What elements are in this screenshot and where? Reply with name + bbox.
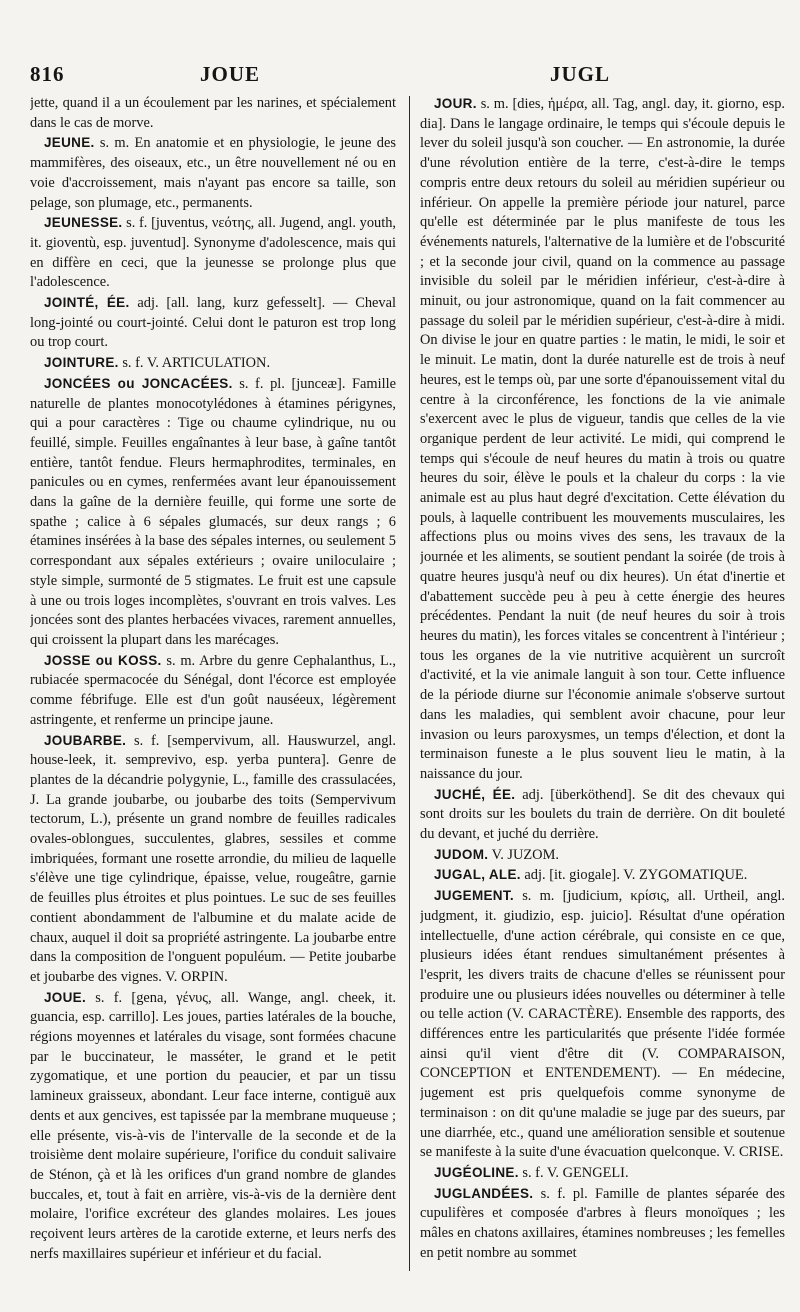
entry-headword: JEUNE.	[44, 135, 95, 151]
entry-headword: JUDOM.	[434, 846, 489, 862]
dictionary-entry	[30, 94, 396, 133]
entry-text: s. f. V. GENGELI.	[522, 1164, 629, 1181]
entry-headword: JONCÉES ou JONCACÉES.	[44, 375, 233, 391]
dictionary-entry	[420, 1163, 785, 1184]
dictionary-entry	[420, 845, 785, 866]
dictionary-entry	[30, 353, 396, 374]
dictionary-entry	[30, 731, 396, 988]
page-number: 816	[30, 62, 65, 86]
entry-headword: JUCHÉ, ÉE.	[434, 786, 516, 802]
entry-headword: JOUBARBE.	[44, 732, 127, 748]
entry-headword: JEUNESSE.	[44, 215, 123, 231]
dictionary-entry	[420, 865, 785, 886]
entry-text: s. f. pl. [junceæ]. Famille naturelle de plantes monocotylédones à étamines périgynes, qui a pour caractères : Tige ou chaume cylindrique, nu ou feuillé, simple. Feuilles engaînantes à leur base, à gaîne tantôt entière, tantôt fendue. Fleurs hermaphrodites, terminales, en panicules ou en cymes, renfermées avant leur épanouissement dans la gaîne de la dernière feuille, qui forme une sorte de spathe ; calice à 6 sépales glumacés, sur deux rangs ; 6 étamines insérées à la base des sépales internes, ou seulement 5 correspondant aux sépales extérieurs ; ovaire uniloculaire ; style simple, surmonté de 5 stigmates. Le fruit est une capsule à une ou trois loges incomplètes, s'ouvrant en trois valves. Les joncées sont des plantes herbacées vivaces, rarement annuelles, qui croissent la plupart dans les marécages.	[30, 375, 396, 648]
right-column	[420, 94, 785, 1274]
entry-text: s. m. [dies, ἡμέρα, all. Tag, angl. day, it. giorno, esp. dia]. Dans le langage ordinaire, le temps qui s'écoule depuis le lever du soleil jusqu'à son coucher. — En astronomie, la durée d'une révolution entière de la terre, c'est-à-dire le temps compris entre deux retours du soleil au méridien supérieur ou inférieur. On appelle la première période jour naturel, parce qu'elle est déterminée par le plus manifeste de tous les événements naturels, l'alternative de la lumière et de l'obscurité ; et la seconde jour civil, quand on la commence au passage invisible du soleil par le méridien inférieur, c'est-à-dire à minuit, ou jour astronomique, quand on la fait commencer au passage du soleil par le méridien supérieur, c'est-à-dire à midi. On divise le jour en quatre parties : le matin, le midi, le soir et le minuit. Le matin, dont la durée naturelle est de trois à neuf heures, est le temps où, par une sorte d'épanouissement vital du centre à la circonférence, les fonctions de la vie animale s'exercent avec le plus de vigueur, tandis que celles de la vie organique perdent de leur activité. Le midi, qui comprend le temps qui s'écoule de neuf heures du matin à trois ou quatre heures du soir, élève le pouls et la chaleur du corps : la vie animale est au plus haut degré d'excitation. Cette élévation du pouls, à laquelle contribuent les mouvements musculaires, les affections plus ou moins vives des sens, les travaux de la journée et les aliments, se soutient pendant la soirée (de trois à quatre heures jusqu'à neuf ou dix heures). Un état d'inertie et d'abattement succède peu à peu à cette énergie des heures précédentes. Pendant la nuit (de neuf heures du soir à trois heures du matin), les forces vitales se concentrent à l'intérieur ; tous les organes de la vie nutritive acquièrent un surcroît d'activité, et la vie animale languit à son tour. Cette influence de la période diurne sur l'économie animale s'observe surtout dans les maladies, qui semblent avoir chacune, pour leur invasion ou leurs paroxysmes, un temps d'élection, et dont la terminaison funeste a le plus souvent lieu le matin, à la naissance du jour.	[420, 96, 785, 782]
entry-text: s. f. [gena, γένυς, all. Wange, angl. cheek, it. guancia, esp. carrillo]. Les joues, parties latérales de la bouche, régions moyennes et latérales du visage, sont formées chacune par le buccinateur, le masséter, le grand et le petit zygomatique, et une portion du peaucier, et par un tissu lamineux graisseux, abondant. Leur face interne, contiguë aux dents et aux gencives, est tapissée par la membrane muqueuse ; elle présente, vis-à-vis de l'intervalle de la seconde et de la troisième dent molaire supérieure, l'orifice du conduit salivaire de Sténon, çà et là les orifices d'un grand nombre de glandes buccales, et, tout à fait en arrière, vis-à-vis de la dernière dent molaire, l'orifice excréteur des glandes molaires. Les joues reçoivent leurs artères de la carotide externe, et leurs nerfs des nerfs maxillaires supérieur et inférieur et du facial.	[30, 989, 396, 1262]
entry-headword: JUGLANDÉES.	[434, 1185, 534, 1201]
entry-text: jette, quand il a un écoulement par les narines, et spécialement dans le cas de morve.	[30, 95, 396, 131]
dictionary-entry	[30, 651, 396, 731]
header-left-guide-word: JOUE	[200, 62, 261, 86]
entry-text: adj. [all. lang, kurz gefesselt]. — Cheval long-jointé ou court-jointé. Celui dont le paturon est trop long ou trop court.	[30, 295, 396, 351]
entry-headword: JOINTURE.	[44, 355, 119, 371]
entry-headword: JOUR.	[434, 96, 477, 111]
header-right-guide-word: JUGL	[550, 62, 611, 86]
entry-headword: JUGAL, ALE.	[434, 867, 521, 883]
column-divider	[409, 96, 410, 1271]
dictionary-entry	[420, 886, 785, 1163]
entry-headword: JOUE.	[44, 989, 87, 1005]
entry-headword: JOSSE ou KOSS.	[44, 652, 162, 668]
running-header	[30, 62, 790, 92]
entry-text: s. m. En anatomie et en physiologie, le jeune des mammifères, des oiseaux, etc., un être nouvellement né ou en voie d'accroissement, mais n'ayant pas encore sa taille, son pelage, son plumage, etc., permanents.	[30, 135, 396, 211]
dictionary-entry	[420, 785, 785, 845]
entry-text: s. m. [judicium, κρίσις, all. Urtheil, angl. judgment, it. giudizio, esp. juicio]. Résultat d'une opération intellectuelle, d'une action cérébrale, qui consiste en ce que, plusieurs idées étant rendues simultanément présentes à l'esprit, les divers traits de chacune d'elles se réunissent pour produire une ou plusieurs idées nouvelles ou déterminer à telle ou telle action (V. CARACTÈRE). Ensemble des rapports, des différences entre les particularités que présente l'idée formée ainsi qu'il vient d'être dit (V. COMPARAISON, CONCEPTION et ENTENDEMENT). — En médecine, jugement est pris quelquefois comme synonyme de terminaison : on dit qu'une maladie se juge par des sueurs, par une diarrhée, etc., quand une amélioration sensible et soutenue se manifeste à la suite d'une évacuation quelconque. V. CRISE.	[420, 888, 785, 1161]
dictionary-entry	[420, 1184, 785, 1264]
entry-text: V. JUZOM.	[491, 846, 559, 863]
entry-text: adj. [überköthend]. Se dit des chevaux qui sont droits sur les boulets du train de derrière. On dit bouleté du devant, et juché du derrière.	[420, 786, 785, 843]
entry-text: s. f. pl. Famille de plantes séparée des cupulifères et composée d'arbres à fleurs monoïques ; les mâles en chatons axillaires, étamines nombreuses ; les femelles en petit nombre au sommet	[420, 1185, 785, 1261]
left-column	[30, 94, 396, 1274]
entry-headword: JUGÉOLINE.	[434, 1164, 519, 1180]
dictionary-entry	[420, 94, 785, 785]
dictionary-entry	[30, 133, 396, 213]
entry-text: s. f. [juventus, νεότης, all. Jugend, angl. youth, it. gioventù, esp. juventud]. Synonyme d'adolescence, mais qui en diffère en ceci, que la jeunesse se prolonge plus que l'adolescence.	[30, 215, 396, 291]
entry-text: s. f. [sempervivum, all. Hauswurzel, angl. house-leek, it. semprevivo, esp. yerba puntera]. Genre de plantes de la décandrie polygynie, L., famille des crassulacées, J. La grande joubarbe, ou joubarbe des toits (Sempervivum tectorum, L.), présente un grand nombre de feuilles radicales ovales-oblongues, succulentes, glabres, sessiles et comme imbriquées, formant une rosette arrondie, du milieu de laquelle s'élève une tige cylindrique, épaisse, velue, rougeâtre, garnie de feuilles plus étroites et plus pointues. Le suc de ses feuilles contient abondamment de l'albumine et du malate acide de chaux, auquel il doit sa propriété astringente. La joubarbe entre dans la composition de l'onguent populéum. — Petite joubarbe et joubarbe des vignes. V. ORPIN.	[30, 732, 396, 985]
dictionary-entry	[30, 374, 396, 651]
entry-headword: JUGEMENT.	[434, 888, 514, 904]
entry-headword: JOINTÉ, ÉE.	[44, 295, 130, 311]
dictionary-entry	[30, 988, 396, 1265]
entry-text: adj. [it. giogale]. V. ZYGOMATIQUE.	[524, 867, 748, 884]
dictionary-entry	[30, 293, 396, 353]
dictionary-entry	[30, 213, 396, 293]
entry-text: s. m. Arbre du genre Cephalanthus, L., rubiacée spermacocée du Sénégal, dont l'écorce est employée comme fébrifuge. Elle est d'un goût nauséeux, légèrement astringente, et renferme un principe jaune.	[30, 652, 396, 728]
entry-text: s. f. V. ARTICULATION.	[122, 355, 271, 372]
